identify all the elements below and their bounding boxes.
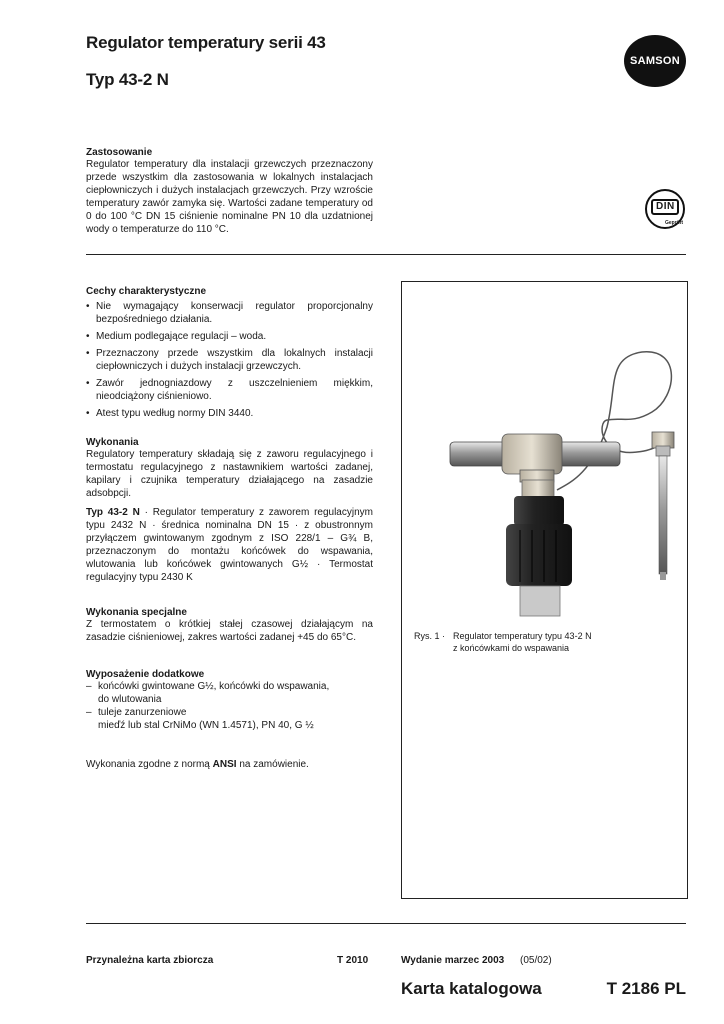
figure-caption-line1: Regulator temperatury typu 43-2 N — [453, 631, 592, 641]
list-item: • Nie wymagający konserwacji regulator proporcjonalny bezpośredniego działania. — [86, 300, 373, 326]
features-list — [86, 300, 373, 420]
footer-related-label: Przynależna karta zbiorcza — [86, 955, 214, 966]
figure-caption-line2: z końcówkami do wspawania — [453, 643, 570, 653]
accessories-list — [86, 680, 373, 732]
list-item: • Medium podlegające regulacji – woda. — [86, 330, 373, 343]
footer-doc-code: T 2186 PL — [606, 979, 686, 998]
samson-logo-text: SAMSON — [629, 55, 681, 67]
din-badge-label: DIN — [656, 201, 675, 212]
intro-text: Regulator temperatury dla instalacji grzewczych przeznaczony przede wszystkim dla zastosowania w lokalnych instalacjach ciepłowniczych i dużych instalacjach grzewczych. Przy wzroście temperatury zawór zamyka się. Wartości zadane temperatury od 0 do 100 °C DN 15 ciśnienie nominalne PN 10 dla uzdatnionej wody o temperaturze do 110 °C. — [86, 159, 373, 235]
features-heading: Cechy charakterystyczne — [86, 286, 207, 297]
versions-text: Regulatory temperatury składają się z zaworu regulacyjnego i termostatu regulacyjnego z nastawnikiem wartości zadanej, kapilary i czujnika temperatury działającego na zasadzie adsobpcji. — [86, 449, 373, 499]
footer-divider — [86, 923, 686, 924]
type-text: · Regulator temperatury z zaworem regulacyjnym typu 2432 N · średnica nominalna DN 15 · z obustronnym przyłączem gwintowanym zgodnym z ISO 228/1 – G¾ B, przeznaczonym do montażu końcówek do wspawania, wlutowania lub końcówek gwintowanych G½ · Termostat regulacyjny typu 2430 K — [86, 507, 373, 583]
din-badge-small: Geprüft — [665, 220, 684, 226]
intro-section — [86, 147, 373, 236]
list-item: • Przeznaczony przede wszystkim dla lokalnych instalacji ciepłowniczych i dużych instalacji grzewczych. — [86, 347, 373, 373]
accessories-heading: Wyposażenie dodatkowe — [86, 669, 205, 680]
list-item: – końcówki gwintowane G½, końcówki do wspawania, do wlutowania — [86, 680, 373, 706]
list-item: • Zawór jednogniazdowy z uszczelnieniem miękkim, nieodciążony ciśnieniowo. — [86, 377, 373, 403]
samson-logo — [624, 35, 686, 87]
footer-related-code: T 2010 — [337, 955, 369, 966]
special-text: Z termostatem o krótkiej stałej czasowej działającym na zasadzie ciśnieniowej, zakres wartości zadanej +45 do 65°C. — [86, 619, 373, 643]
intro-heading: Zastosowanie — [86, 147, 153, 158]
list-item: • Atest typu według normy DIN 3440. — [86, 407, 373, 420]
section-divider — [86, 254, 686, 255]
list-item: – tuleje zanurzeniowe mieďź lub stal CrNiMo (WN 1.4571), PN 40, G ½ — [86, 706, 373, 732]
page-title: Regulator temperatury serii 43 — [86, 33, 326, 52]
temperature-regulator-illustration — [402, 282, 687, 622]
special-heading: Wykonania specjalne — [86, 607, 187, 618]
versions-heading: Wykonania — [86, 437, 139, 448]
din-certification-icon — [643, 187, 687, 231]
figure-box — [401, 281, 688, 899]
footer-edition-code: (05/02) — [520, 955, 552, 966]
page-subtitle: Typ 43-2 N — [86, 70, 169, 89]
footer-doc-type: Karta katalogowa — [401, 979, 542, 998]
figure-caption — [414, 630, 592, 653]
type-description — [86, 506, 373, 584]
ansi-note: Wykonania zgodne z normą ANSI na zamówienie. — [86, 759, 309, 770]
left-column — [86, 286, 373, 771]
type-label: Typ 43-2 N — [86, 507, 140, 518]
figure-label: Rys. 1 · — [414, 631, 446, 641]
footer-edition-label: Wydanie marzec 2003 — [401, 955, 505, 966]
